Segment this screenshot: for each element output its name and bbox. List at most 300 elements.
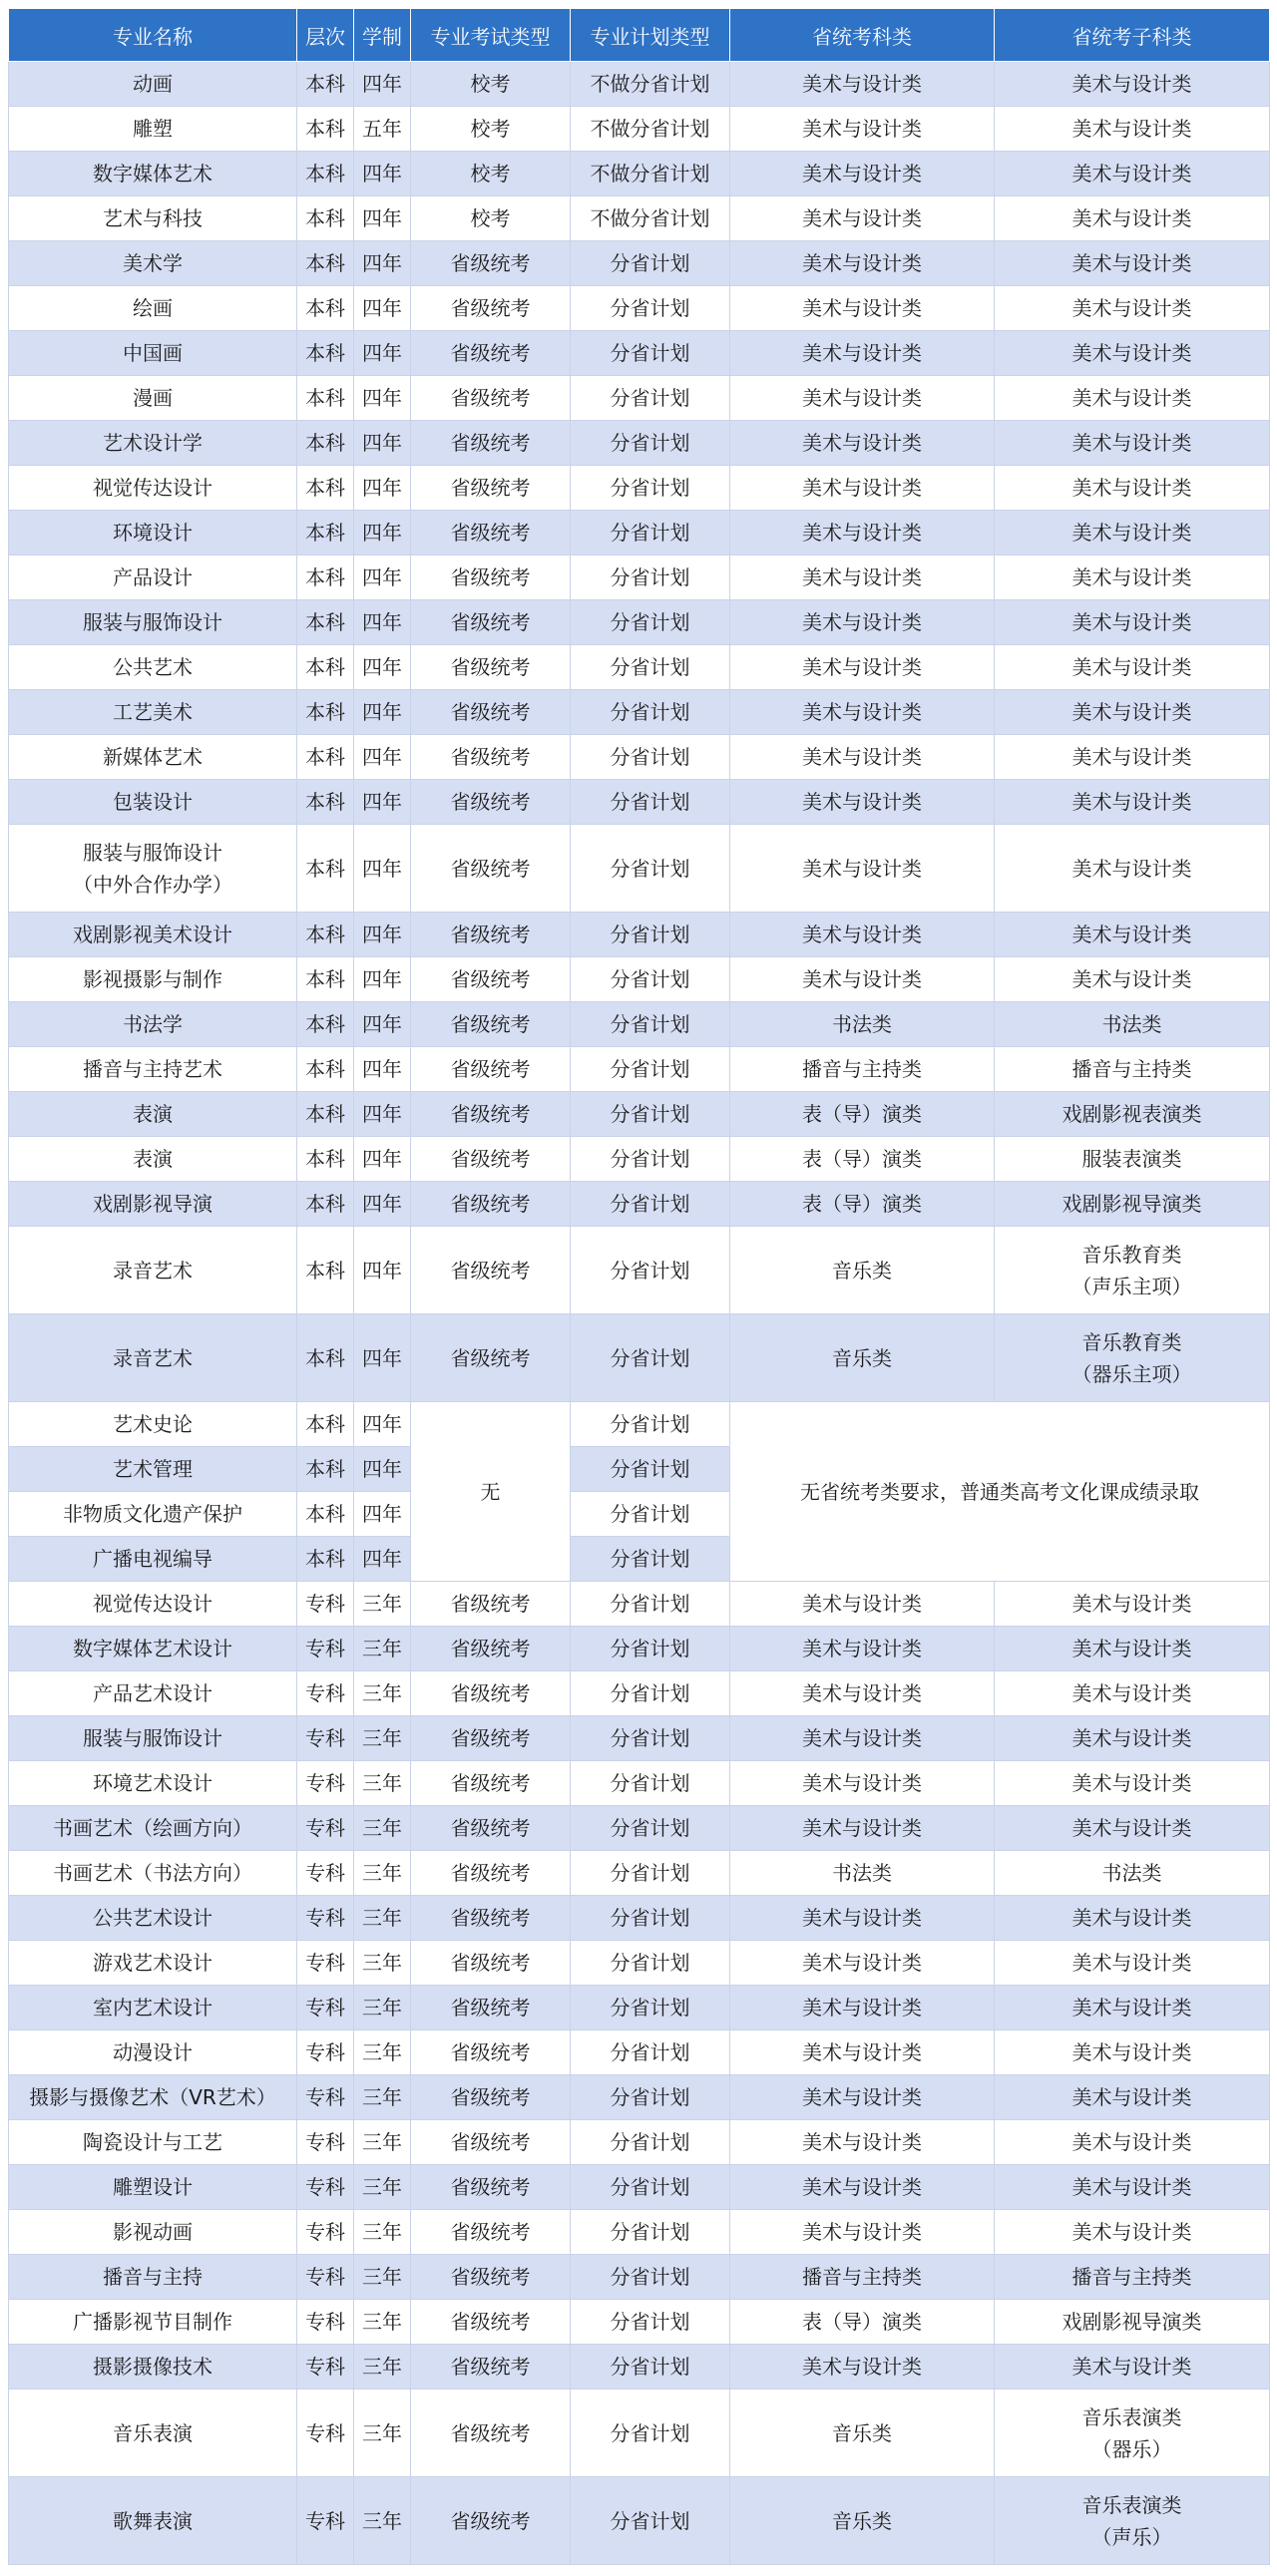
- table-row: [9, 511, 1270, 555]
- table-row: [9, 1806, 1270, 1851]
- cell-major-name: 雕塑设计: [9, 2165, 297, 2210]
- cell-plan-type: 分省计划: [571, 1582, 730, 1627]
- cell-plan-type: 分省计划: [571, 2120, 730, 2165]
- cell-exam-type: 省级统考: [411, 1627, 571, 1671]
- cell-plan-type: 分省计划: [571, 1851, 730, 1896]
- cell-plan-type: 分省计划: [571, 2165, 730, 2210]
- cell-duration: 四年: [354, 735, 411, 780]
- cell-duration: 三年: [354, 1851, 411, 1896]
- cell-plan-type: 分省计划: [571, 780, 730, 825]
- cell-plan-type: 分省计划: [571, 2477, 730, 2565]
- cell-plan-type: 分省计划: [571, 1537, 730, 1582]
- cell-exam-type: 省级统考: [411, 1137, 571, 1182]
- cell-province-subcategory: 美术与设计类: [995, 107, 1270, 152]
- cell-major-name: 播音与主持艺术: [9, 1047, 297, 1092]
- cell-plan-type: 分省计划: [571, 2390, 730, 2477]
- cell-plan-type: 分省计划: [571, 1941, 730, 1986]
- cell-province-subcategory: 书法类: [995, 1851, 1270, 1896]
- cell-level: 本科: [297, 957, 354, 1002]
- cell-province-subcategory: 美术与设计类: [995, 241, 1270, 286]
- cell-province-category: 书法类: [730, 1851, 995, 1896]
- cell-duration: 四年: [354, 1492, 411, 1537]
- cell-province-subcategory: 美术与设计类: [995, 2345, 1270, 2390]
- cell-province-category: 美术与设计类: [730, 62, 995, 107]
- cell-level: 本科: [297, 1182, 354, 1227]
- cell-level: 专科: [297, 1582, 354, 1627]
- cell-major-name: 包装设计: [9, 780, 297, 825]
- cell-province-category: 美术与设计类: [730, 690, 995, 735]
- cell-major-name: 雕塑: [9, 107, 297, 152]
- table-row: [9, 1227, 1270, 1314]
- cell-duration: 四年: [354, 511, 411, 555]
- cell-province-subcategory: 播音与主持类: [995, 2255, 1270, 2300]
- cell-province-subcategory: 美术与设计类: [995, 331, 1270, 376]
- cell-province-subcategory: 美术与设计类: [995, 466, 1270, 511]
- cell-province-subcategory: 美术与设计类: [995, 1896, 1270, 1941]
- header-duration: 学制: [354, 9, 411, 62]
- cell-duration: 四年: [354, 286, 411, 331]
- cell-province-category: 美术与设计类: [730, 196, 995, 241]
- cell-exam-type: 校考: [411, 107, 571, 152]
- cell-plan-type: 分省计划: [571, 421, 730, 466]
- cell-major-name: 录音艺术: [9, 1314, 297, 1402]
- cell-level: 本科: [297, 735, 354, 780]
- table-row: [9, 645, 1270, 690]
- cell-major-name: 动画: [9, 62, 297, 107]
- cell-major-name: 新媒体艺术: [9, 735, 297, 780]
- table-row: [9, 196, 1270, 241]
- cell-level: 专科: [297, 2390, 354, 2477]
- cell-duration: 四年: [354, 1537, 411, 1582]
- cell-major-name: 表演: [9, 1137, 297, 1182]
- cell-exam-type: 省级统考: [411, 466, 571, 511]
- cell-level: 本科: [297, 913, 354, 957]
- merged-exam-type-cell: 无: [411, 1402, 571, 1582]
- cell-province-category: 美术与设计类: [730, 331, 995, 376]
- cell-major-name: 表演: [9, 1092, 297, 1137]
- cell-exam-type: 省级统考: [411, 1314, 571, 1402]
- cell-major-name: 绘画: [9, 286, 297, 331]
- cell-exam-type: 省级统考: [411, 2477, 571, 2565]
- cell-province-subcategory: 音乐教育类 （声乐主项）: [995, 1227, 1270, 1314]
- cell-level: 本科: [297, 331, 354, 376]
- table-row: [9, 1047, 1270, 1092]
- cell-plan-type: 分省计划: [571, 1402, 730, 1447]
- cell-plan-type: 分省计划: [571, 825, 730, 913]
- cell-plan-type: 分省计划: [571, 690, 730, 735]
- cell-province-subcategory: 美术与设计类: [995, 690, 1270, 735]
- table-row: [9, 2030, 1270, 2075]
- cell-level: 专科: [297, 1806, 354, 1851]
- cell-duration: 四年: [354, 331, 411, 376]
- cell-province-subcategory: 美术与设计类: [995, 780, 1270, 825]
- cell-duration: 四年: [354, 1182, 411, 1227]
- header-major-name: 专业名称: [9, 9, 297, 62]
- cell-province-category: 美术与设计类: [730, 1671, 995, 1716]
- cell-province-category: 美术与设计类: [730, 1806, 995, 1851]
- cell-province-category: 美术与设计类: [730, 241, 995, 286]
- cell-major-name: 视觉传达设计: [9, 466, 297, 511]
- cell-level: 本科: [297, 421, 354, 466]
- table-row: [9, 1582, 1270, 1627]
- table-row: [9, 1402, 1270, 1447]
- cell-major-name: 公共艺术设计: [9, 1896, 297, 1941]
- cell-province-category: 美术与设计类: [730, 376, 995, 421]
- cell-duration: 四年: [354, 241, 411, 286]
- cell-level: 专科: [297, 2075, 354, 2120]
- cell-province-category: 美术与设计类: [730, 1941, 995, 1986]
- cell-major-name: 书画艺术（绘画方向）: [9, 1806, 297, 1851]
- cell-province-subcategory: 美术与设计类: [995, 2075, 1270, 2120]
- cell-exam-type: 省级统考: [411, 241, 571, 286]
- cell-plan-type: 分省计划: [571, 2345, 730, 2390]
- cell-province-subcategory: 美术与设计类: [995, 2120, 1270, 2165]
- cell-exam-type: 省级统考: [411, 957, 571, 1002]
- cell-province-subcategory: 戏剧影视导演类: [995, 1182, 1270, 1227]
- cell-level: 本科: [297, 1002, 354, 1047]
- cell-province-category: 播音与主持类: [730, 2255, 995, 2300]
- cell-major-name: 书法学: [9, 1002, 297, 1047]
- cell-level: 本科: [297, 376, 354, 421]
- cell-level: 专科: [297, 1851, 354, 1896]
- cell-level: 本科: [297, 152, 354, 196]
- table-row: [9, 331, 1270, 376]
- cell-exam-type: 省级统考: [411, 1896, 571, 1941]
- cell-major-name: 服装与服饰设计 （中外合作办学）: [9, 825, 297, 913]
- cell-plan-type: 分省计划: [571, 1761, 730, 1806]
- cell-duration: 四年: [354, 1092, 411, 1137]
- cell-province-category: 美术与设计类: [730, 1986, 995, 2030]
- cell-duration: 四年: [354, 152, 411, 196]
- cell-province-subcategory: 音乐表演类 （声乐）: [995, 2477, 1270, 2565]
- table-row: [9, 2075, 1270, 2120]
- cell-duration: 四年: [354, 1402, 411, 1447]
- cell-level: 专科: [297, 2477, 354, 2565]
- cell-province-subcategory: 音乐表演类 （器乐）: [995, 2390, 1270, 2477]
- cell-duration: 三年: [354, 2120, 411, 2165]
- cell-duration: 三年: [354, 2477, 411, 2565]
- cell-exam-type: 省级统考: [411, 2210, 571, 2255]
- table-row: [9, 690, 1270, 735]
- cell-province-subcategory: 美术与设计类: [995, 825, 1270, 913]
- cell-province-subcategory: 美术与设计类: [995, 1582, 1270, 1627]
- cell-plan-type: 分省计划: [571, 913, 730, 957]
- cell-major-name: 工艺美术: [9, 690, 297, 735]
- cell-province-category: 表（导）演类: [730, 1092, 995, 1137]
- table-row: [9, 1137, 1270, 1182]
- cell-exam-type: 省级统考: [411, 913, 571, 957]
- cell-exam-type: 省级统考: [411, 1851, 571, 1896]
- cell-exam-type: 省级统考: [411, 2120, 571, 2165]
- cell-plan-type: 分省计划: [571, 1447, 730, 1492]
- cell-province-category: 美术与设计类: [730, 645, 995, 690]
- cell-level: 专科: [297, 2255, 354, 2300]
- cell-exam-type: 省级统考: [411, 2165, 571, 2210]
- cell-exam-type: 省级统考: [411, 825, 571, 913]
- cell-duration: 四年: [354, 825, 411, 913]
- cell-exam-type: 省级统考: [411, 1671, 571, 1716]
- cell-plan-type: 分省计划: [571, 645, 730, 690]
- cell-duration: 四年: [354, 62, 411, 107]
- cell-exam-type: 省级统考: [411, 780, 571, 825]
- cell-exam-type: 省级统考: [411, 2255, 571, 2300]
- cell-province-subcategory: 美术与设计类: [995, 1627, 1270, 1671]
- cell-major-name: 陶瓷设计与工艺: [9, 2120, 297, 2165]
- cell-level: 本科: [297, 466, 354, 511]
- cell-exam-type: 省级统考: [411, 1986, 571, 2030]
- table-row: [9, 62, 1270, 107]
- table-row: [9, 1851, 1270, 1896]
- cell-level: 专科: [297, 1716, 354, 1761]
- cell-province-category: 美术与设计类: [730, 1896, 995, 1941]
- cell-major-name: 视觉传达设计: [9, 1582, 297, 1627]
- cell-exam-type: 省级统考: [411, 645, 571, 690]
- cell-plan-type: 分省计划: [571, 286, 730, 331]
- cell-province-category: 美术与设计类: [730, 421, 995, 466]
- cell-exam-type: 省级统考: [411, 690, 571, 735]
- cell-major-name: 服装与服饰设计: [9, 1716, 297, 1761]
- table-row: [9, 2390, 1270, 2477]
- table-row: [9, 107, 1270, 152]
- cell-plan-type: 分省计划: [571, 1806, 730, 1851]
- cell-duration: 四年: [354, 196, 411, 241]
- cell-exam-type: 校考: [411, 196, 571, 241]
- cell-duration: 四年: [354, 421, 411, 466]
- cell-exam-type: 省级统考: [411, 2390, 571, 2477]
- cell-duration: 三年: [354, 1896, 411, 1941]
- table-row: [9, 2120, 1270, 2165]
- cell-exam-type: 省级统考: [411, 735, 571, 780]
- cell-major-name: 艺术与科技: [9, 196, 297, 241]
- cell-province-category: 美术与设计类: [730, 1627, 995, 1671]
- cell-level: 本科: [297, 825, 354, 913]
- cell-exam-type: 校考: [411, 62, 571, 107]
- cell-major-name: 摄影与摄像艺术（VR艺术）: [9, 2075, 297, 2120]
- cell-duration: 三年: [354, 2390, 411, 2477]
- cell-plan-type: 分省计划: [571, 1896, 730, 1941]
- table-row: [9, 2477, 1270, 2565]
- cell-level: 本科: [297, 286, 354, 331]
- header-plan-type: 专业计划类型: [571, 9, 730, 62]
- cell-level: 本科: [297, 1314, 354, 1402]
- table-row: [9, 1314, 1270, 1402]
- cell-level: 本科: [297, 196, 354, 241]
- table-row: [9, 1716, 1270, 1761]
- cell-duration: 四年: [354, 555, 411, 600]
- cell-level: 专科: [297, 2300, 354, 2345]
- cell-province-category: 美术与设计类: [730, 1582, 995, 1627]
- cell-province-category: 美术与设计类: [730, 957, 995, 1002]
- cell-province-subcategory: 美术与设计类: [995, 600, 1270, 645]
- cell-province-category: 表（导）演类: [730, 2300, 995, 2345]
- cell-duration: 四年: [354, 780, 411, 825]
- cell-major-name: 广播电视编导: [9, 1537, 297, 1582]
- table-row: [9, 241, 1270, 286]
- cell-province-category: 美术与设计类: [730, 735, 995, 780]
- cell-exam-type: 省级统考: [411, 1182, 571, 1227]
- cell-major-name: 广播影视节目制作: [9, 2300, 297, 2345]
- cell-province-subcategory: 美术与设计类: [995, 2030, 1270, 2075]
- table-row: [9, 2300, 1270, 2345]
- cell-major-name: 美术学: [9, 241, 297, 286]
- cell-major-name: 戏剧影视美术设计: [9, 913, 297, 957]
- cell-province-subcategory: 美术与设计类: [995, 152, 1270, 196]
- cell-duration: 四年: [354, 466, 411, 511]
- header-level: 层次: [297, 9, 354, 62]
- cell-exam-type: 省级统考: [411, 1002, 571, 1047]
- cell-province-category: 美术与设计类: [730, 600, 995, 645]
- cell-level: 本科: [297, 1492, 354, 1537]
- cell-province-category: 美术与设计类: [730, 2165, 995, 2210]
- table-row: [9, 735, 1270, 780]
- cell-province-subcategory: 美术与设计类: [995, 62, 1270, 107]
- table-row: [9, 825, 1270, 913]
- cell-plan-type: 分省计划: [571, 1671, 730, 1716]
- cell-level: 本科: [297, 780, 354, 825]
- cell-plan-type: 分省计划: [571, 1047, 730, 1092]
- cell-province-subcategory: 美术与设计类: [995, 1941, 1270, 1986]
- cell-duration: 三年: [354, 1986, 411, 2030]
- cell-level: 专科: [297, 2345, 354, 2390]
- cell-major-name: 中国画: [9, 331, 297, 376]
- cell-major-name: 摄影摄像技术: [9, 2345, 297, 2390]
- table-body: [9, 62, 1270, 2565]
- cell-major-name: 影视摄影与制作: [9, 957, 297, 1002]
- cell-duration: 三年: [354, 2300, 411, 2345]
- cell-province-subcategory: 美术与设计类: [995, 2210, 1270, 2255]
- cell-duration: 四年: [354, 1227, 411, 1314]
- cell-province-category: 美术与设计类: [730, 1761, 995, 1806]
- cell-province-subcategory: 美术与设计类: [995, 421, 1270, 466]
- cell-major-name: 环境艺术设计: [9, 1761, 297, 1806]
- cell-duration: 三年: [354, 1806, 411, 1851]
- cell-plan-type: 分省计划: [571, 1716, 730, 1761]
- cell-province-subcategory: 音乐教育类 （器乐主项）: [995, 1314, 1270, 1402]
- cell-exam-type: 省级统考: [411, 1941, 571, 1986]
- cell-duration: 三年: [354, 1582, 411, 1627]
- cell-plan-type: 分省计划: [571, 1137, 730, 1182]
- cell-major-name: 漫画: [9, 376, 297, 421]
- cell-province-category: 美术与设计类: [730, 913, 995, 957]
- cell-duration: 三年: [354, 1761, 411, 1806]
- cell-level: 本科: [297, 690, 354, 735]
- cell-plan-type: 分省计划: [571, 376, 730, 421]
- cell-duration: 五年: [354, 107, 411, 152]
- cell-plan-type: 分省计划: [571, 1002, 730, 1047]
- table-row: [9, 286, 1270, 331]
- cell-duration: 三年: [354, 2210, 411, 2255]
- cell-exam-type: 省级统考: [411, 1047, 571, 1092]
- table-row: [9, 1182, 1270, 1227]
- cell-major-name: 书画艺术（书法方向）: [9, 1851, 297, 1896]
- cell-level: 专科: [297, 2210, 354, 2255]
- cell-province-category: 音乐类: [730, 2390, 995, 2477]
- cell-province-category: 美术与设计类: [730, 825, 995, 913]
- cell-major-name: 影视动画: [9, 2210, 297, 2255]
- header-province-subcategory: 省统考子科类: [995, 9, 1270, 62]
- table-row: [9, 2165, 1270, 2210]
- cell-province-category: 书法类: [730, 1002, 995, 1047]
- cell-province-category: 美术与设计类: [730, 511, 995, 555]
- cell-province-subcategory: 美术与设计类: [995, 1761, 1270, 1806]
- cell-major-name: 产品艺术设计: [9, 1671, 297, 1716]
- cell-province-subcategory: 美术与设计类: [995, 735, 1270, 780]
- cell-plan-type: 分省计划: [571, 241, 730, 286]
- cell-province-subcategory: 美术与设计类: [995, 645, 1270, 690]
- cell-duration: 四年: [354, 600, 411, 645]
- major-table-container: [8, 8, 1269, 2565]
- cell-province-category: 播音与主持类: [730, 1047, 995, 1092]
- cell-province-subcategory: 书法类: [995, 1002, 1270, 1047]
- cell-level: 本科: [297, 511, 354, 555]
- cell-major-name: 环境设计: [9, 511, 297, 555]
- cell-plan-type: 分省计划: [571, 1986, 730, 2030]
- cell-province-category: 美术与设计类: [730, 2120, 995, 2165]
- cell-exam-type: 省级统考: [411, 1806, 571, 1851]
- cell-plan-type: 分省计划: [571, 957, 730, 1002]
- cell-province-subcategory: 美术与设计类: [995, 1986, 1270, 2030]
- cell-exam-type: 校考: [411, 152, 571, 196]
- cell-province-subcategory: 美术与设计类: [995, 196, 1270, 241]
- cell-plan-type: 分省计划: [571, 600, 730, 645]
- cell-level: 本科: [297, 1447, 354, 1492]
- cell-major-name: 艺术管理: [9, 1447, 297, 1492]
- cell-exam-type: 省级统考: [411, 331, 571, 376]
- cell-province-category: 美术与设计类: [730, 107, 995, 152]
- cell-exam-type: 省级统考: [411, 2030, 571, 2075]
- cell-duration: 三年: [354, 2075, 411, 2120]
- cell-plan-type: 分省计划: [571, 1182, 730, 1227]
- cell-province-subcategory: 服装表演类: [995, 1137, 1270, 1182]
- cell-major-name: 艺术史论: [9, 1402, 297, 1447]
- cell-plan-type: 不做分省计划: [571, 196, 730, 241]
- cell-level: 专科: [297, 2165, 354, 2210]
- cell-province-category: 音乐类: [730, 1314, 995, 1402]
- table-row: [9, 376, 1270, 421]
- cell-major-name: 产品设计: [9, 555, 297, 600]
- cell-plan-type: 分省计划: [571, 735, 730, 780]
- cell-major-name: 录音艺术: [9, 1227, 297, 1314]
- cell-major-name: 非物质文化遗产保护: [9, 1492, 297, 1537]
- cell-major-name: 室内艺术设计: [9, 1986, 297, 2030]
- cell-exam-type: 省级统考: [411, 286, 571, 331]
- cell-exam-type: 省级统考: [411, 1582, 571, 1627]
- cell-province-subcategory: 美术与设计类: [995, 1716, 1270, 1761]
- table-row: [9, 913, 1270, 957]
- table-row: [9, 957, 1270, 1002]
- merged-note-cell: 无省统考类要求，普通类高考文化课成绩录取: [730, 1402, 1270, 1582]
- table-row: [9, 1761, 1270, 1806]
- table-row: [9, 600, 1270, 645]
- cell-province-category: 美术与设计类: [730, 1716, 995, 1761]
- cell-level: 专科: [297, 2120, 354, 2165]
- cell-province-subcategory: 美术与设计类: [995, 2165, 1270, 2210]
- cell-plan-type: 分省计划: [571, 1492, 730, 1537]
- cell-plan-type: 分省计划: [571, 2255, 730, 2300]
- cell-province-category: 美术与设计类: [730, 466, 995, 511]
- cell-exam-type: 省级统考: [411, 1092, 571, 1137]
- cell-plan-type: 分省计划: [571, 2030, 730, 2075]
- table-row: [9, 1986, 1270, 2030]
- cell-exam-type: 省级统考: [411, 600, 571, 645]
- cell-duration: 三年: [354, 2345, 411, 2390]
- table-row: [9, 1092, 1270, 1137]
- cell-plan-type: 分省计划: [571, 466, 730, 511]
- table-row: [9, 555, 1270, 600]
- cell-duration: 四年: [354, 1002, 411, 1047]
- cell-major-name: 戏剧影视导演: [9, 1182, 297, 1227]
- table-row: [9, 1896, 1270, 1941]
